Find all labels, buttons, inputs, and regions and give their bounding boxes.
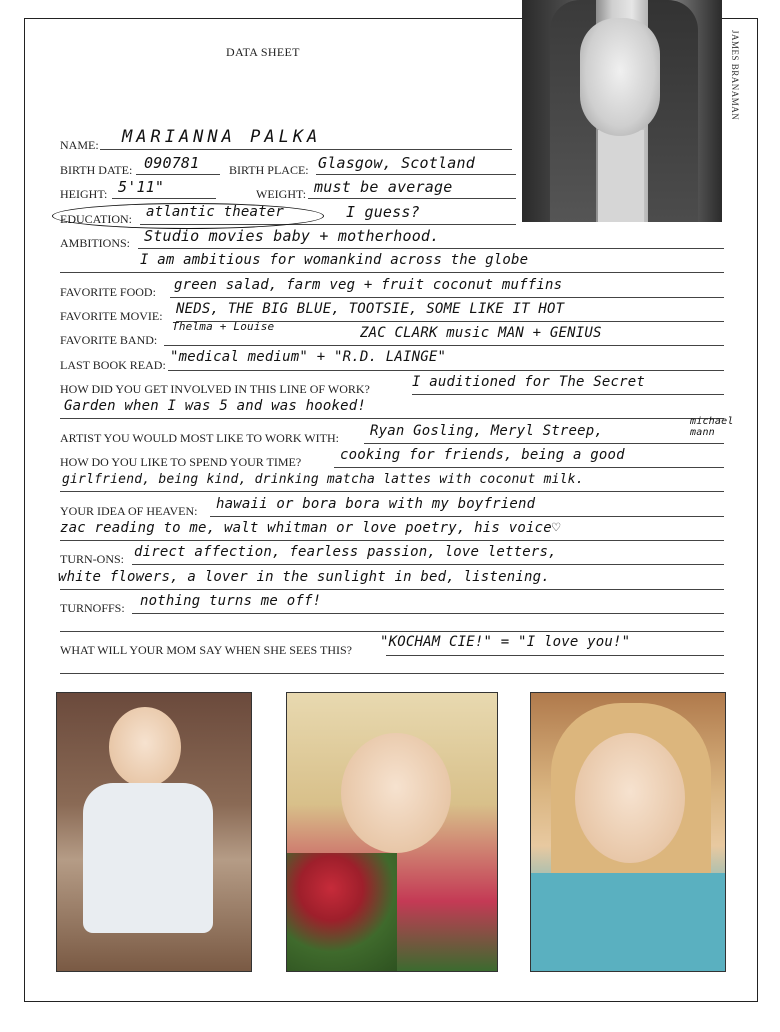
label-mom: WHAT WILL YOUR MOM SAY WHEN SHE SEES THIS?: [60, 643, 353, 657]
label-involved: HOW DID YOU GET INVOLVED IN THIS LINE OF WORK?: [60, 382, 370, 396]
answer-weight: must be average: [314, 178, 453, 196]
answer-spend-time: cooking for friends, being a good: [340, 447, 625, 463]
answer-favorite-band: ZAC CLARK music MAN + GENIUS: [360, 325, 602, 341]
label-favorite-food: FAVORITE FOOD:: [60, 285, 156, 299]
answer-height: 5'11": [118, 178, 165, 196]
label-artist: ARTIST YOU WOULD MOST LIKE TO WORK WITH:: [60, 431, 339, 445]
label-turnoffs: TURNOFFS:: [60, 601, 125, 615]
answer-artist-small: michael mann: [690, 416, 734, 438]
answer-involved-2: Garden when I was 5 and was hooked!: [64, 398, 367, 414]
label-last-book: LAST BOOK READ:: [60, 358, 166, 372]
label-favorite-band: FAVORITE BAND:: [60, 333, 158, 347]
childhood-photo-3: [530, 692, 726, 972]
answer-turn-ons: direct affection, fearless passion, love letters,: [134, 544, 557, 560]
sheet-title: DATA SHEET: [226, 45, 300, 59]
answer-favorite-movie: NEDS, THE BIG BLUE, TOOTSIE, SOME LIKE IT HOT: [176, 301, 565, 317]
answer-heaven: hawaii or bora bora with my boyfriend: [216, 496, 536, 512]
answer-ambitions: Studio movies baby + motherhood.: [144, 227, 440, 245]
label-heaven: YOUR IDEA OF HEAVEN:: [60, 504, 198, 518]
label-spend-time: HOW DO YOU LIKE TO SPEND YOUR TIME?: [60, 455, 302, 469]
answer-involved: I auditioned for The Secret: [412, 374, 645, 390]
answer-ambitions-2: I am ambitious for womankind across the globe: [140, 252, 529, 268]
answer-birth-place: Glasgow, Scotland: [318, 154, 475, 172]
answer-birth-date: 090781: [144, 154, 200, 172]
label-favorite-movie: FAVORITE MOVIE:: [60, 309, 163, 323]
answer-heaven-2: zac reading to me, walt whitman or love poetry, his voice♡: [60, 520, 561, 536]
label-birth-date: BIRTH DATE:: [60, 163, 133, 177]
label-turn-ons: TURN-ONS:: [60, 552, 125, 566]
answer-artist: Ryan Gosling, Meryl Streep,: [370, 423, 603, 439]
answer-last-book: "medical medium" + "R.D. LAINGE": [170, 349, 447, 365]
label-birth-place: BIRTH PLACE:: [229, 163, 309, 177]
answer-education: atlantic theater: [146, 204, 285, 220]
label-ambitions: AMBITIONS:: [60, 236, 131, 250]
answer-name: MARIANNA PALKA: [122, 127, 322, 147]
answer-turnoffs: nothing turns me off!: [140, 593, 322, 609]
answer-favorite-food: green salad, farm veg + fruit coconut muffins: [174, 277, 563, 293]
label-height: HEIGHT:: [60, 187, 108, 201]
label-name: NAME:: [60, 138, 99, 152]
label-weight: WEIGHT:: [256, 187, 307, 201]
childhood-photo-2: [286, 692, 498, 972]
answer-spend-time-2: girlfriend, being kind, drinking matcha lattes with coconut milk.: [62, 472, 584, 487]
answer-education-2: I guess?: [346, 203, 420, 221]
answer-mom: "KOCHAM CIE!" = "I love you!": [380, 634, 631, 650]
answer-favorite-band-small: Thelma + Louise: [172, 320, 275, 333]
answer-turn-ons-2: white flowers, a lover in the sunlight in bed, listening.: [58, 569, 550, 585]
label-education: EDUCATION:: [60, 212, 132, 226]
portrait-photo: [522, 0, 722, 222]
photo-credit: JAMES BRANAMAN: [730, 30, 740, 121]
childhood-photo-1: [56, 692, 252, 972]
